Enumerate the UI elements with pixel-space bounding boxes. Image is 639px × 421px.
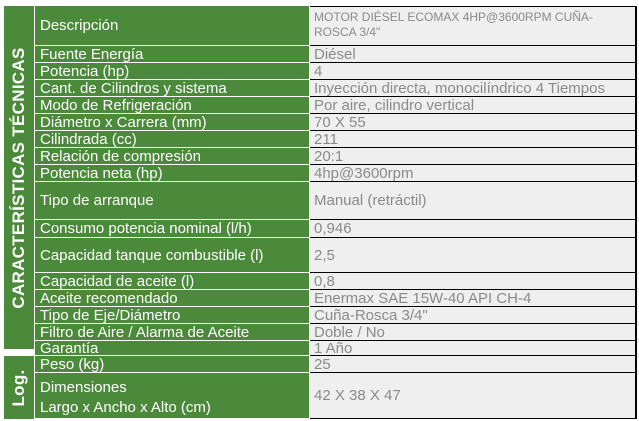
row-label: Consumo potencia nominal (l/h) (35, 220, 309, 238)
row-label: Dimensiones (40, 379, 127, 396)
row-label: Filtro de Aire / Alarma de Aceite (35, 324, 309, 341)
table-row (35, 373, 637, 419)
row-label-secondary: Largo x Ancho x Alto (cm) (40, 399, 211, 416)
row-value: Por aire, cilindro vertical (310, 97, 637, 114)
side-header-caracteristicas (4, 6, 34, 349)
row-value: Cuña-Rosca 3/4" (310, 307, 637, 324)
row-value: 0,8 (310, 273, 637, 290)
table-row (35, 114, 637, 131)
row-value: 0,946 (310, 220, 637, 238)
row-value: 25 (310, 356, 637, 373)
row-label: Aceite recomendado (35, 290, 309, 307)
row-value: 211 (310, 131, 637, 148)
row-value: 1 Año (310, 341, 637, 356)
table-row (35, 46, 637, 63)
row-label: Capacidad tanque combustible (l) (35, 238, 309, 273)
row-label: Cant. de Cilindros y sistema (35, 80, 309, 97)
table-row (35, 290, 637, 307)
row-label: Potencia (hp) (35, 63, 309, 80)
table-row (35, 356, 637, 373)
side-divider (4, 349, 34, 356)
row-label: Tipo de arranque (35, 182, 309, 220)
table-row (35, 148, 637, 165)
table-row (35, 238, 637, 273)
table-row (35, 273, 637, 290)
table-row (35, 182, 637, 220)
row-label: Diámetro x Carrera (mm) (35, 114, 309, 131)
row-value: MOTOR DIÉSEL ECOMAX 4HP@3600RPM CUÑA-ROSCA 3/4" (310, 6, 637, 46)
row-label-multiline (35, 373, 309, 419)
table-row (35, 63, 637, 80)
table-row (35, 341, 637, 356)
row-label: Garantía (35, 341, 309, 356)
row-value: Diésel (310, 46, 637, 63)
table-row (35, 80, 637, 97)
table-row (35, 165, 637, 182)
row-value: 20:1 (310, 148, 637, 165)
row-value: 4 (310, 63, 637, 80)
table-row (35, 220, 637, 238)
row-value: Enermax SAE 15W-40 API CH-4 (310, 290, 637, 307)
row-label: Tipo de Eje/Diámetro (35, 307, 309, 324)
side-label-caracteristicas: CARACTERÍSTICAS TÉCNICAS (9, 46, 28, 309)
row-value: Doble / No (310, 324, 637, 341)
row-value: Manual (retráctil) (310, 182, 637, 220)
row-value: 70 X 55 (310, 114, 637, 131)
table-row (35, 307, 637, 324)
table-row (35, 324, 637, 341)
side-header-log (4, 356, 34, 419)
table-row (35, 97, 637, 114)
side-label-log: Log. (9, 368, 28, 407)
table-row (35, 131, 637, 148)
table-row (35, 6, 637, 46)
row-label: Modo de Refrigeración (35, 97, 309, 114)
row-label: Peso (kg) (35, 356, 309, 373)
row-label: Relación de compresión (35, 148, 309, 165)
row-label: Cilindrada (cc) (35, 131, 309, 148)
row-label: Fuente Energía (35, 46, 309, 63)
row-label: Descripción (35, 6, 309, 46)
row-label: Capacidad de aceite (l) (35, 273, 309, 290)
row-value: 42 X 38 X 47 (310, 373, 637, 419)
row-label: Potencia neta (hp) (35, 165, 309, 182)
row-value: 4hp@3600rpm (310, 165, 637, 182)
row-value: Inyección directa, monocilíndrico 4 Tiempos (310, 80, 637, 97)
row-value: 2,5 (310, 238, 637, 273)
